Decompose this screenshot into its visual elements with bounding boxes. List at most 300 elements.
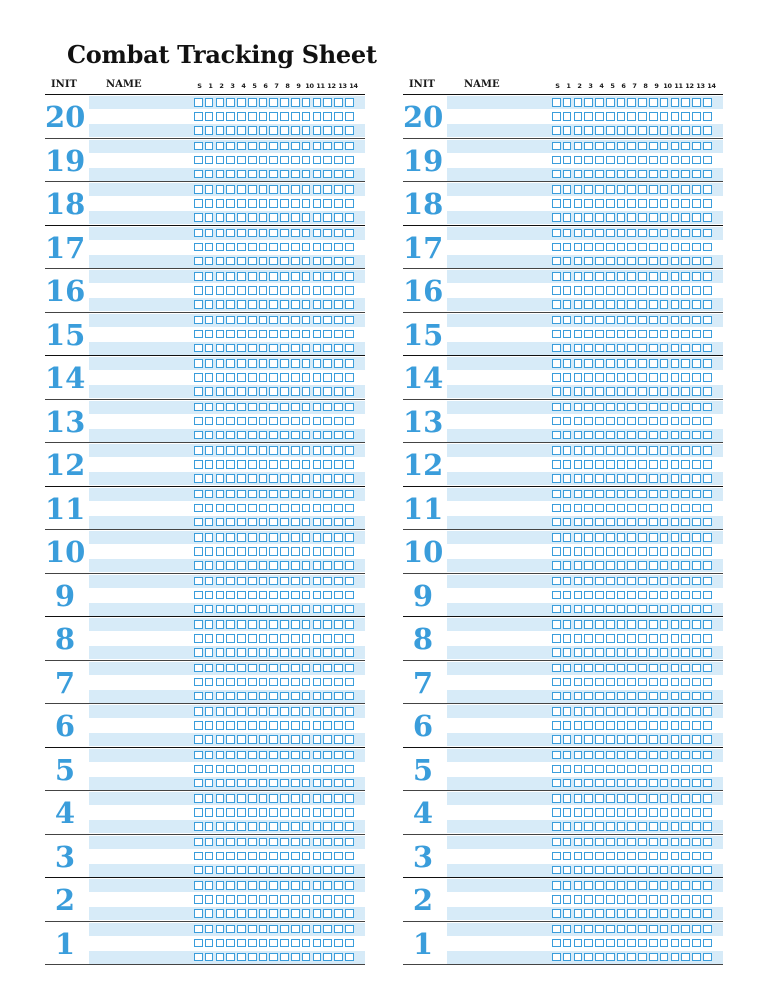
round-checkbox[interactable] — [216, 909, 225, 918]
round-checkbox[interactable] — [692, 577, 701, 586]
combatant-row[interactable] — [89, 589, 365, 602]
round-checkbox[interactable] — [269, 634, 278, 643]
round-checkbox[interactable] — [334, 316, 343, 325]
round-checkbox[interactable] — [291, 692, 300, 701]
round-checkbox[interactable] — [617, 620, 626, 629]
round-checkbox[interactable] — [216, 170, 225, 179]
round-checkbox[interactable] — [584, 881, 593, 890]
round-checkbox[interactable] — [703, 316, 712, 325]
round-checkbox[interactable] — [259, 199, 268, 208]
round-checkbox[interactable] — [280, 765, 289, 774]
round-checkbox[interactable] — [248, 257, 257, 266]
round-checkbox[interactable] — [259, 779, 268, 788]
combatant-row[interactable] — [447, 168, 723, 181]
round-checkbox[interactable] — [205, 344, 214, 353]
round-checkbox[interactable] — [681, 925, 690, 934]
round-checkbox[interactable] — [595, 156, 604, 165]
round-checkbox[interactable] — [334, 330, 343, 339]
round-checkbox[interactable] — [205, 185, 214, 194]
round-checkbox[interactable] — [291, 808, 300, 817]
round-checkbox[interactable] — [563, 735, 572, 744]
round-checkbox[interactable] — [617, 344, 626, 353]
round-checkbox[interactable] — [269, 735, 278, 744]
round-checkbox[interactable] — [334, 779, 343, 788]
round-checkbox[interactable] — [226, 403, 235, 412]
round-checkbox[interactable] — [269, 229, 278, 238]
round-checkbox[interactable] — [606, 648, 615, 657]
round-checkbox[interactable] — [649, 765, 658, 774]
round-checkbox[interactable] — [216, 330, 225, 339]
round-checkbox[interactable] — [649, 895, 658, 904]
round-checkbox[interactable] — [216, 229, 225, 238]
round-checkbox[interactable] — [248, 779, 257, 788]
round-checkbox[interactable] — [323, 316, 332, 325]
round-checkbox[interactable] — [638, 605, 647, 614]
round-checkbox[interactable] — [595, 112, 604, 121]
round-checkbox[interactable] — [216, 98, 225, 107]
round-checkbox[interactable] — [280, 504, 289, 513]
round-checkbox[interactable] — [671, 895, 680, 904]
round-checkbox[interactable] — [574, 112, 583, 121]
round-checkbox[interactable] — [313, 257, 322, 266]
round-checkbox[interactable] — [638, 490, 647, 499]
round-checkbox[interactable] — [205, 721, 214, 730]
round-checkbox[interactable] — [194, 591, 203, 600]
round-checkbox[interactable] — [584, 112, 593, 121]
round-checkbox[interactable] — [617, 866, 626, 875]
round-checkbox[interactable] — [194, 142, 203, 151]
round-checkbox[interactable] — [248, 373, 257, 382]
round-checkbox[interactable] — [259, 490, 268, 499]
round-checkbox[interactable] — [334, 577, 343, 586]
round-checkbox[interactable] — [606, 939, 615, 948]
round-checkbox[interactable] — [671, 664, 680, 673]
round-checkbox[interactable] — [649, 417, 658, 426]
round-checkbox[interactable] — [681, 243, 690, 252]
round-checkbox[interactable] — [216, 156, 225, 165]
round-checkbox[interactable] — [595, 185, 604, 194]
round-checkbox[interactable] — [334, 359, 343, 368]
round-checkbox[interactable] — [660, 925, 669, 934]
round-checkbox[interactable] — [692, 822, 701, 831]
round-checkbox[interactable] — [194, 692, 203, 701]
combatant-row[interactable] — [447, 298, 723, 311]
round-checkbox[interactable] — [692, 387, 701, 396]
round-checkbox[interactable] — [638, 648, 647, 657]
combatant-row[interactable] — [447, 545, 723, 558]
round-checkbox[interactable] — [703, 692, 712, 701]
round-checkbox[interactable] — [216, 300, 225, 309]
round-checkbox[interactable] — [606, 707, 615, 716]
round-checkbox[interactable] — [671, 199, 680, 208]
round-checkbox[interactable] — [226, 634, 235, 643]
round-checkbox[interactable] — [334, 286, 343, 295]
round-checkbox[interactable] — [606, 213, 615, 222]
round-checkbox[interactable] — [302, 518, 311, 527]
combatant-row[interactable] — [447, 777, 723, 790]
round-checkbox[interactable] — [194, 344, 203, 353]
round-checkbox[interactable] — [334, 300, 343, 309]
round-checkbox[interactable] — [563, 330, 572, 339]
round-checkbox[interactable] — [671, 373, 680, 382]
round-checkbox[interactable] — [345, 300, 354, 309]
round-checkbox[interactable] — [552, 953, 561, 962]
round-checkbox[interactable] — [584, 547, 593, 556]
round-checkbox[interactable] — [617, 316, 626, 325]
round-checkbox[interactable] — [216, 953, 225, 962]
round-checkbox[interactable] — [313, 504, 322, 513]
round-checkbox[interactable] — [584, 213, 593, 222]
round-checkbox[interactable] — [313, 431, 322, 440]
round-checkbox[interactable] — [248, 561, 257, 570]
round-checkbox[interactable] — [269, 185, 278, 194]
round-checkbox[interactable] — [269, 822, 278, 831]
combatant-row[interactable] — [89, 154, 365, 167]
round-checkbox[interactable] — [671, 547, 680, 556]
round-checkbox[interactable] — [595, 591, 604, 600]
round-checkbox[interactable] — [703, 620, 712, 629]
round-checkbox[interactable] — [334, 895, 343, 904]
round-checkbox[interactable] — [237, 98, 246, 107]
round-checkbox[interactable] — [649, 98, 658, 107]
round-checkbox[interactable] — [226, 648, 235, 657]
round-checkbox[interactable] — [660, 561, 669, 570]
round-checkbox[interactable] — [302, 909, 311, 918]
round-checkbox[interactable] — [248, 765, 257, 774]
round-checkbox[interactable] — [627, 330, 636, 339]
round-checkbox[interactable] — [302, 257, 311, 266]
round-checkbox[interactable] — [226, 300, 235, 309]
round-checkbox[interactable] — [280, 751, 289, 760]
round-checkbox[interactable] — [345, 142, 354, 151]
round-checkbox[interactable] — [313, 243, 322, 252]
round-checkbox[interactable] — [248, 490, 257, 499]
round-checkbox[interactable] — [649, 490, 658, 499]
round-checkbox[interactable] — [660, 474, 669, 483]
round-checkbox[interactable] — [313, 373, 322, 382]
round-checkbox[interactable] — [226, 925, 235, 934]
round-checkbox[interactable] — [226, 561, 235, 570]
round-checkbox[interactable] — [205, 272, 214, 281]
round-checkbox[interactable] — [216, 272, 225, 281]
round-checkbox[interactable] — [237, 243, 246, 252]
round-checkbox[interactable] — [216, 126, 225, 135]
round-checkbox[interactable] — [692, 765, 701, 774]
round-checkbox[interactable] — [269, 359, 278, 368]
round-checkbox[interactable] — [638, 286, 647, 295]
round-checkbox[interactable] — [692, 591, 701, 600]
combatant-row[interactable] — [447, 270, 723, 283]
round-checkbox[interactable] — [552, 648, 561, 657]
round-checkbox[interactable] — [291, 316, 300, 325]
round-checkbox[interactable] — [302, 446, 311, 455]
round-checkbox[interactable] — [671, 852, 680, 861]
round-checkbox[interactable] — [584, 822, 593, 831]
round-checkbox[interactable] — [323, 359, 332, 368]
round-checkbox[interactable] — [574, 156, 583, 165]
round-checkbox[interactable] — [681, 112, 690, 121]
round-checkbox[interactable] — [552, 213, 561, 222]
round-checkbox[interactable] — [216, 794, 225, 803]
round-checkbox[interactable] — [563, 300, 572, 309]
round-checkbox[interactable] — [313, 460, 322, 469]
round-checkbox[interactable] — [280, 939, 289, 948]
round-checkbox[interactable] — [617, 577, 626, 586]
round-checkbox[interactable] — [660, 403, 669, 412]
round-checkbox[interactable] — [302, 721, 311, 730]
round-checkbox[interactable] — [216, 316, 225, 325]
round-checkbox[interactable] — [595, 387, 604, 396]
round-checkbox[interactable] — [703, 794, 712, 803]
combatant-row[interactable] — [447, 458, 723, 471]
round-checkbox[interactable] — [595, 664, 604, 673]
combatant-row[interactable] — [447, 951, 723, 964]
round-checkbox[interactable] — [638, 504, 647, 513]
round-checkbox[interactable] — [671, 881, 680, 890]
round-checkbox[interactable] — [302, 431, 311, 440]
round-checkbox[interactable] — [345, 518, 354, 527]
round-checkbox[interactable] — [552, 664, 561, 673]
round-checkbox[interactable] — [671, 431, 680, 440]
round-checkbox[interactable] — [703, 925, 712, 934]
round-checkbox[interactable] — [280, 156, 289, 165]
round-checkbox[interactable] — [302, 765, 311, 774]
round-checkbox[interactable] — [205, 577, 214, 586]
round-checkbox[interactable] — [323, 272, 332, 281]
round-checkbox[interactable] — [617, 142, 626, 151]
round-checkbox[interactable] — [259, 460, 268, 469]
round-checkbox[interactable] — [334, 838, 343, 847]
round-checkbox[interactable] — [259, 272, 268, 281]
combatant-row[interactable] — [89, 401, 365, 414]
round-checkbox[interactable] — [216, 648, 225, 657]
round-checkbox[interactable] — [692, 751, 701, 760]
round-checkbox[interactable] — [692, 605, 701, 614]
round-checkbox[interactable] — [649, 257, 658, 266]
round-checkbox[interactable] — [345, 678, 354, 687]
round-checkbox[interactable] — [334, 692, 343, 701]
round-checkbox[interactable] — [269, 316, 278, 325]
round-checkbox[interactable] — [638, 577, 647, 586]
round-checkbox[interactable] — [595, 490, 604, 499]
round-checkbox[interactable] — [627, 316, 636, 325]
round-checkbox[interactable] — [194, 170, 203, 179]
round-checkbox[interactable] — [313, 838, 322, 847]
combatant-row[interactable] — [89, 603, 365, 616]
round-checkbox[interactable] — [259, 156, 268, 165]
round-checkbox[interactable] — [649, 243, 658, 252]
round-checkbox[interactable] — [703, 257, 712, 266]
combatant-row[interactable] — [447, 733, 723, 746]
round-checkbox[interactable] — [584, 808, 593, 817]
round-checkbox[interactable] — [323, 909, 332, 918]
round-checkbox[interactable] — [606, 664, 615, 673]
round-checkbox[interactable] — [563, 620, 572, 629]
round-checkbox[interactable] — [237, 808, 246, 817]
round-checkbox[interactable] — [259, 330, 268, 339]
round-checkbox[interactable] — [323, 664, 332, 673]
round-checkbox[interactable] — [226, 707, 235, 716]
round-checkbox[interactable] — [291, 257, 300, 266]
round-checkbox[interactable] — [334, 620, 343, 629]
round-checkbox[interactable] — [302, 664, 311, 673]
round-checkbox[interactable] — [627, 229, 636, 238]
round-checkbox[interactable] — [237, 953, 246, 962]
round-checkbox[interactable] — [627, 156, 636, 165]
round-checkbox[interactable] — [345, 765, 354, 774]
round-checkbox[interactable] — [216, 547, 225, 556]
round-checkbox[interactable] — [302, 547, 311, 556]
combatant-row[interactable] — [89, 385, 365, 398]
round-checkbox[interactable] — [563, 518, 572, 527]
round-checkbox[interactable] — [574, 330, 583, 339]
round-checkbox[interactable] — [302, 373, 311, 382]
round-checkbox[interactable] — [563, 591, 572, 600]
round-checkbox[interactable] — [226, 577, 235, 586]
round-checkbox[interactable] — [323, 648, 332, 657]
round-checkbox[interactable] — [226, 620, 235, 629]
round-checkbox[interactable] — [248, 735, 257, 744]
round-checkbox[interactable] — [638, 620, 647, 629]
round-checkbox[interactable] — [259, 142, 268, 151]
round-checkbox[interactable] — [237, 229, 246, 238]
round-checkbox[interactable] — [574, 605, 583, 614]
round-checkbox[interactable] — [205, 156, 214, 165]
round-checkbox[interactable] — [205, 417, 214, 426]
round-checkbox[interactable] — [280, 373, 289, 382]
round-checkbox[interactable] — [291, 822, 300, 831]
round-checkbox[interactable] — [248, 881, 257, 890]
round-checkbox[interactable] — [681, 300, 690, 309]
round-checkbox[interactable] — [205, 126, 214, 135]
round-checkbox[interactable] — [269, 707, 278, 716]
round-checkbox[interactable] — [638, 126, 647, 135]
round-checkbox[interactable] — [248, 403, 257, 412]
round-checkbox[interactable] — [291, 939, 300, 948]
round-checkbox[interactable] — [313, 909, 322, 918]
round-checkbox[interactable] — [681, 446, 690, 455]
round-checkbox[interactable] — [216, 620, 225, 629]
round-checkbox[interactable] — [660, 577, 669, 586]
round-checkbox[interactable] — [216, 779, 225, 788]
round-checkbox[interactable] — [280, 735, 289, 744]
round-checkbox[interactable] — [649, 300, 658, 309]
round-checkbox[interactable] — [584, 620, 593, 629]
round-checkbox[interactable] — [302, 648, 311, 657]
round-checkbox[interactable] — [563, 344, 572, 353]
round-checkbox[interactable] — [345, 779, 354, 788]
combatant-row[interactable] — [447, 531, 723, 544]
round-checkbox[interactable] — [302, 794, 311, 803]
round-checkbox[interactable] — [237, 199, 246, 208]
round-checkbox[interactable] — [563, 229, 572, 238]
round-checkbox[interactable] — [280, 98, 289, 107]
round-checkbox[interactable] — [226, 953, 235, 962]
round-checkbox[interactable] — [323, 547, 332, 556]
combatant-row[interactable] — [447, 429, 723, 442]
round-checkbox[interactable] — [302, 112, 311, 121]
round-checkbox[interactable] — [280, 895, 289, 904]
round-checkbox[interactable] — [194, 721, 203, 730]
round-checkbox[interactable] — [226, 344, 235, 353]
round-checkbox[interactable] — [302, 387, 311, 396]
round-checkbox[interactable] — [259, 344, 268, 353]
round-checkbox[interactable] — [627, 678, 636, 687]
round-checkbox[interactable] — [269, 852, 278, 861]
round-checkbox[interactable] — [216, 199, 225, 208]
round-checkbox[interactable] — [345, 257, 354, 266]
round-checkbox[interactable] — [681, 561, 690, 570]
round-checkbox[interactable] — [660, 243, 669, 252]
round-checkbox[interactable] — [259, 229, 268, 238]
round-checkbox[interactable] — [681, 605, 690, 614]
round-checkbox[interactable] — [248, 170, 257, 179]
round-checkbox[interactable] — [584, 156, 593, 165]
round-checkbox[interactable] — [552, 142, 561, 151]
round-checkbox[interactable] — [302, 460, 311, 469]
round-checkbox[interactable] — [617, 359, 626, 368]
round-checkbox[interactable] — [323, 229, 332, 238]
round-checkbox[interactable] — [259, 808, 268, 817]
round-checkbox[interactable] — [584, 142, 593, 151]
round-checkbox[interactable] — [226, 156, 235, 165]
round-checkbox[interactable] — [692, 417, 701, 426]
combatant-row[interactable] — [89, 429, 365, 442]
round-checkbox[interactable] — [334, 142, 343, 151]
round-checkbox[interactable] — [313, 707, 322, 716]
round-checkbox[interactable] — [681, 577, 690, 586]
round-checkbox[interactable] — [291, 953, 300, 962]
round-checkbox[interactable] — [226, 751, 235, 760]
round-checkbox[interactable] — [574, 881, 583, 890]
round-checkbox[interactable] — [660, 648, 669, 657]
round-checkbox[interactable] — [606, 808, 615, 817]
round-checkbox[interactable] — [248, 533, 257, 542]
round-checkbox[interactable] — [237, 779, 246, 788]
round-checkbox[interactable] — [617, 286, 626, 295]
combatant-row[interactable] — [89, 575, 365, 588]
round-checkbox[interactable] — [617, 126, 626, 135]
round-checkbox[interactable] — [584, 185, 593, 194]
round-checkbox[interactable] — [323, 779, 332, 788]
round-checkbox[interactable] — [291, 417, 300, 426]
round-checkbox[interactable] — [584, 751, 593, 760]
round-checkbox[interactable] — [259, 474, 268, 483]
round-checkbox[interactable] — [194, 925, 203, 934]
round-checkbox[interactable] — [269, 605, 278, 614]
round-checkbox[interactable] — [671, 243, 680, 252]
round-checkbox[interactable] — [334, 591, 343, 600]
round-checkbox[interactable] — [692, 881, 701, 890]
round-checkbox[interactable] — [259, 895, 268, 904]
round-checkbox[interactable] — [302, 620, 311, 629]
round-checkbox[interactable] — [660, 852, 669, 861]
combatant-row[interactable] — [447, 502, 723, 515]
round-checkbox[interactable] — [617, 518, 626, 527]
round-checkbox[interactable] — [552, 561, 561, 570]
round-checkbox[interactable] — [617, 779, 626, 788]
round-checkbox[interactable] — [302, 605, 311, 614]
round-checkbox[interactable] — [291, 794, 300, 803]
round-checkbox[interactable] — [649, 359, 658, 368]
round-checkbox[interactable] — [302, 272, 311, 281]
round-checkbox[interactable] — [574, 460, 583, 469]
round-checkbox[interactable] — [323, 939, 332, 948]
round-checkbox[interactable] — [681, 330, 690, 339]
round-checkbox[interactable] — [313, 577, 322, 586]
round-checkbox[interactable] — [345, 431, 354, 440]
round-checkbox[interactable] — [313, 648, 322, 657]
